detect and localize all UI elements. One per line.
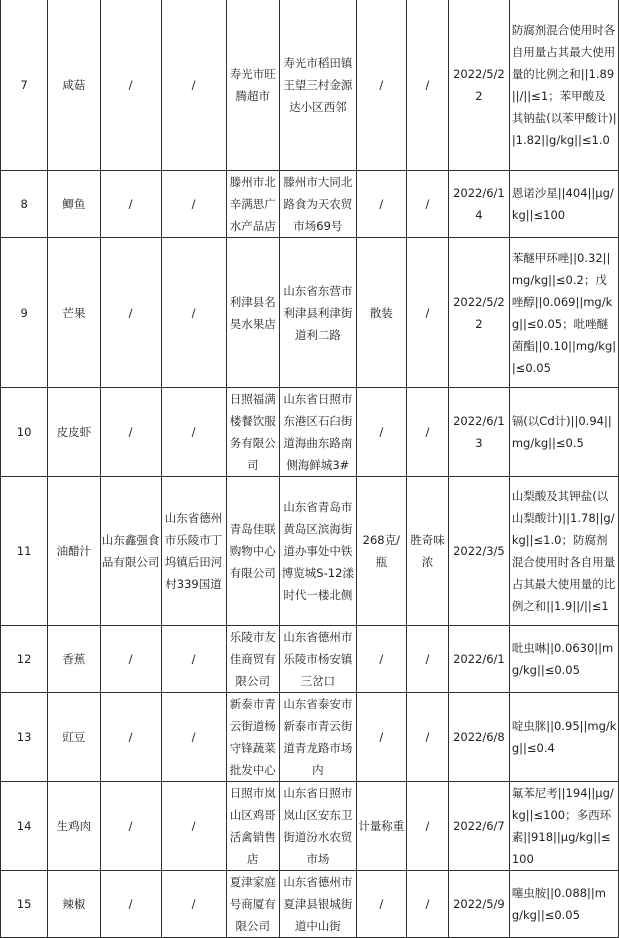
- seller-address-cell: 山东省日照市东港区石臼街道海曲东路南侧海鲜城3#: [280, 388, 357, 477]
- product-name-cell: 油醋汁: [48, 477, 100, 626]
- failed-items-result-cell: 氟苯尼考||194||μg/kg||≤100；多西环素||918||μg/kg||≤100: [509, 782, 618, 871]
- seller-address-cell: 山东省泰安市新泰市青云街道青龙路市场内: [280, 693, 357, 782]
- specification-cell: /: [356, 171, 406, 238]
- row-number-cell: 7: [1, 0, 48, 171]
- row-number-cell: 11: [1, 477, 48, 626]
- specification-cell: 268克/瓶: [356, 477, 406, 626]
- brand-cell: /: [407, 626, 449, 693]
- specification-cell: /: [356, 626, 406, 693]
- producer-name-cell: /: [100, 238, 161, 388]
- seller-address-cell: 山东省日照市岚山区安东卫街道汾水农贸市场: [280, 782, 357, 871]
- producer-name-cell: /: [100, 693, 161, 782]
- brand-cell: /: [407, 171, 449, 238]
- seller-name-cell: 利津县名昊水果店: [226, 238, 280, 388]
- producer-name-cell: /: [100, 782, 161, 871]
- producer-address-cell: /: [161, 693, 226, 782]
- production-date-cell: 2022/6/14: [448, 171, 509, 238]
- row-number-cell: 10: [1, 388, 48, 477]
- failed-items-result-cell: 防腐剂混合使用时各自用量占其最大使用量的比例之和||1.89||/||≤1；苯甲酸及其钠盐(以苯甲酸计)||1.82||g/kg||≤1.0: [509, 0, 618, 171]
- product-name-cell: 咸菇: [48, 0, 100, 171]
- producer-name-cell: /: [100, 388, 161, 477]
- seller-name-cell: 青岛佳联购物中心有限公司: [226, 477, 280, 626]
- seller-address-cell: 山东省青岛市黄岛区滨海街道办事处中铁博览城S-12漾时代一楼北侧: [280, 477, 357, 626]
- seller-name-cell: 日照福满楼餐饮服务有限公司: [226, 388, 280, 477]
- failed-items-result-cell: 噻虫胺||0.088||mg/kg||≤0.05: [509, 871, 618, 938]
- seller-address-cell: 寿光市稻田镇王望三村金源达小区西邻: [280, 0, 357, 171]
- table-row: [1, 388, 619, 477]
- seller-address-cell: 山东省德州市夏津县银城街道中山街: [280, 871, 357, 938]
- failed-items-result-cell: 恩诺沙星||404||μg/kg||≤100: [509, 171, 618, 238]
- brand-cell: /: [407, 0, 449, 171]
- product-name-cell: 生鸡肉: [48, 782, 100, 871]
- table-row: [1, 871, 619, 938]
- seller-address-cell: 山东省东营市利津县利津街道利二路: [280, 238, 357, 388]
- specification-cell: /: [356, 693, 406, 782]
- specification-cell: 计量称重: [356, 782, 406, 871]
- producer-name-cell: /: [100, 171, 161, 238]
- producer-address-cell: /: [161, 388, 226, 477]
- table-row: [1, 626, 619, 693]
- failed-items-result-cell: 吡虫啉||0.0630||mg/kg||≤0.05: [509, 626, 618, 693]
- production-date-cell: 2022/5/22: [448, 238, 509, 388]
- brand-cell: /: [407, 871, 449, 938]
- failed-items-result-cell: 山梨酸及其钾盐(以山梨酸计)||1.78||g/kg||≤1.0；防腐剂混合使用时各自用量占其最大使用量的比例之和||1.9||/||≤1: [509, 477, 618, 626]
- producer-name-cell: /: [100, 871, 161, 938]
- seller-address-cell: 山东省德州市乐陵市杨安镇三岔口: [280, 626, 357, 693]
- brand-cell: /: [407, 238, 449, 388]
- seller-name-cell: 乐陵市友佳商贸有限公司: [226, 626, 280, 693]
- producer-address-cell: /: [161, 626, 226, 693]
- row-number-cell: 9: [1, 238, 48, 388]
- producer-name-cell: /: [100, 0, 161, 171]
- table-row: [1, 477, 619, 626]
- producer-address-cell: /: [161, 782, 226, 871]
- production-date-cell: 2022/6/1: [448, 626, 509, 693]
- production-date-cell: 2022/5/9: [448, 871, 509, 938]
- brand-cell: /: [407, 388, 449, 477]
- producer-address-cell: /: [161, 238, 226, 388]
- seller-name-cell: 夏津家庭号商厦有限公司: [226, 871, 280, 938]
- specification-cell: /: [356, 0, 406, 171]
- seller-name-cell: 滕州市北辛满思广水产品店: [226, 171, 280, 238]
- producer-name-cell: 山东鑫强食品有限公司: [100, 477, 161, 626]
- table-row: [1, 693, 619, 782]
- product-name-cell: 鲫鱼: [48, 171, 100, 238]
- specification-cell: /: [356, 871, 406, 938]
- production-date-cell: 2022/3/5: [448, 477, 509, 626]
- specification-cell: /: [356, 388, 406, 477]
- row-number-cell: 15: [1, 871, 48, 938]
- brand-cell: /: [407, 782, 449, 871]
- row-number-cell: 12: [1, 626, 48, 693]
- producer-address-cell: /: [161, 0, 226, 171]
- production-date-cell: 2022/6/13: [448, 388, 509, 477]
- failed-items-result-cell: 苯醚甲环唑||0.32||mg/kg||≤0.2；戊唑醇||0.069||mg/kg||≤0.05；吡唑醚菌酯||0.10||mg/kg||≤0.05: [509, 238, 618, 388]
- specification-cell: 散装: [356, 238, 406, 388]
- brand-cell: /: [407, 693, 449, 782]
- seller-address-cell: 滕州市大同北路食为天农贸市场69号: [280, 171, 357, 238]
- table-row: [1, 238, 619, 388]
- producer-address-cell: /: [161, 871, 226, 938]
- product-name-cell: 皮皮虾: [48, 388, 100, 477]
- row-number-cell: 8: [1, 171, 48, 238]
- table-row: [1, 0, 619, 171]
- row-number-cell: 14: [1, 782, 48, 871]
- failed-items-result-cell: 镉(以Cd计)||0.94||mg/kg||≤0.5: [509, 388, 618, 477]
- table-row: [1, 171, 619, 238]
- producer-name-cell: /: [100, 626, 161, 693]
- row-number-cell: 13: [1, 693, 48, 782]
- product-name-cell: 香蕉: [48, 626, 100, 693]
- table-row: [1, 782, 619, 871]
- seller-name-cell: 新泰市青云街道杨守锋蔬菜批发中心: [226, 693, 280, 782]
- producer-address-cell: 山东省德州市乐陵市丁坞镇后田河村339国道: [161, 477, 226, 626]
- brand-cell: 胜奇味浓: [407, 477, 449, 626]
- production-date-cell: 2022/6/7: [448, 782, 509, 871]
- failed-items-result-cell: 啶虫脒||0.95||mg/kg||≤0.4: [509, 693, 618, 782]
- seller-name-cell: 日照市岚山区鸡哥活禽销售店: [226, 782, 280, 871]
- product-name-cell: 豇豆: [48, 693, 100, 782]
- seller-name-cell: 寿光市旺腾超市: [226, 0, 280, 171]
- production-date-cell: 2022/6/8: [448, 693, 509, 782]
- producer-address-cell: /: [161, 171, 226, 238]
- table-body: [1, 0, 619, 938]
- product-name-cell: 辣椒: [48, 871, 100, 938]
- production-date-cell: 2022/5/22: [448, 0, 509, 171]
- product-name-cell: 芒果: [48, 238, 100, 388]
